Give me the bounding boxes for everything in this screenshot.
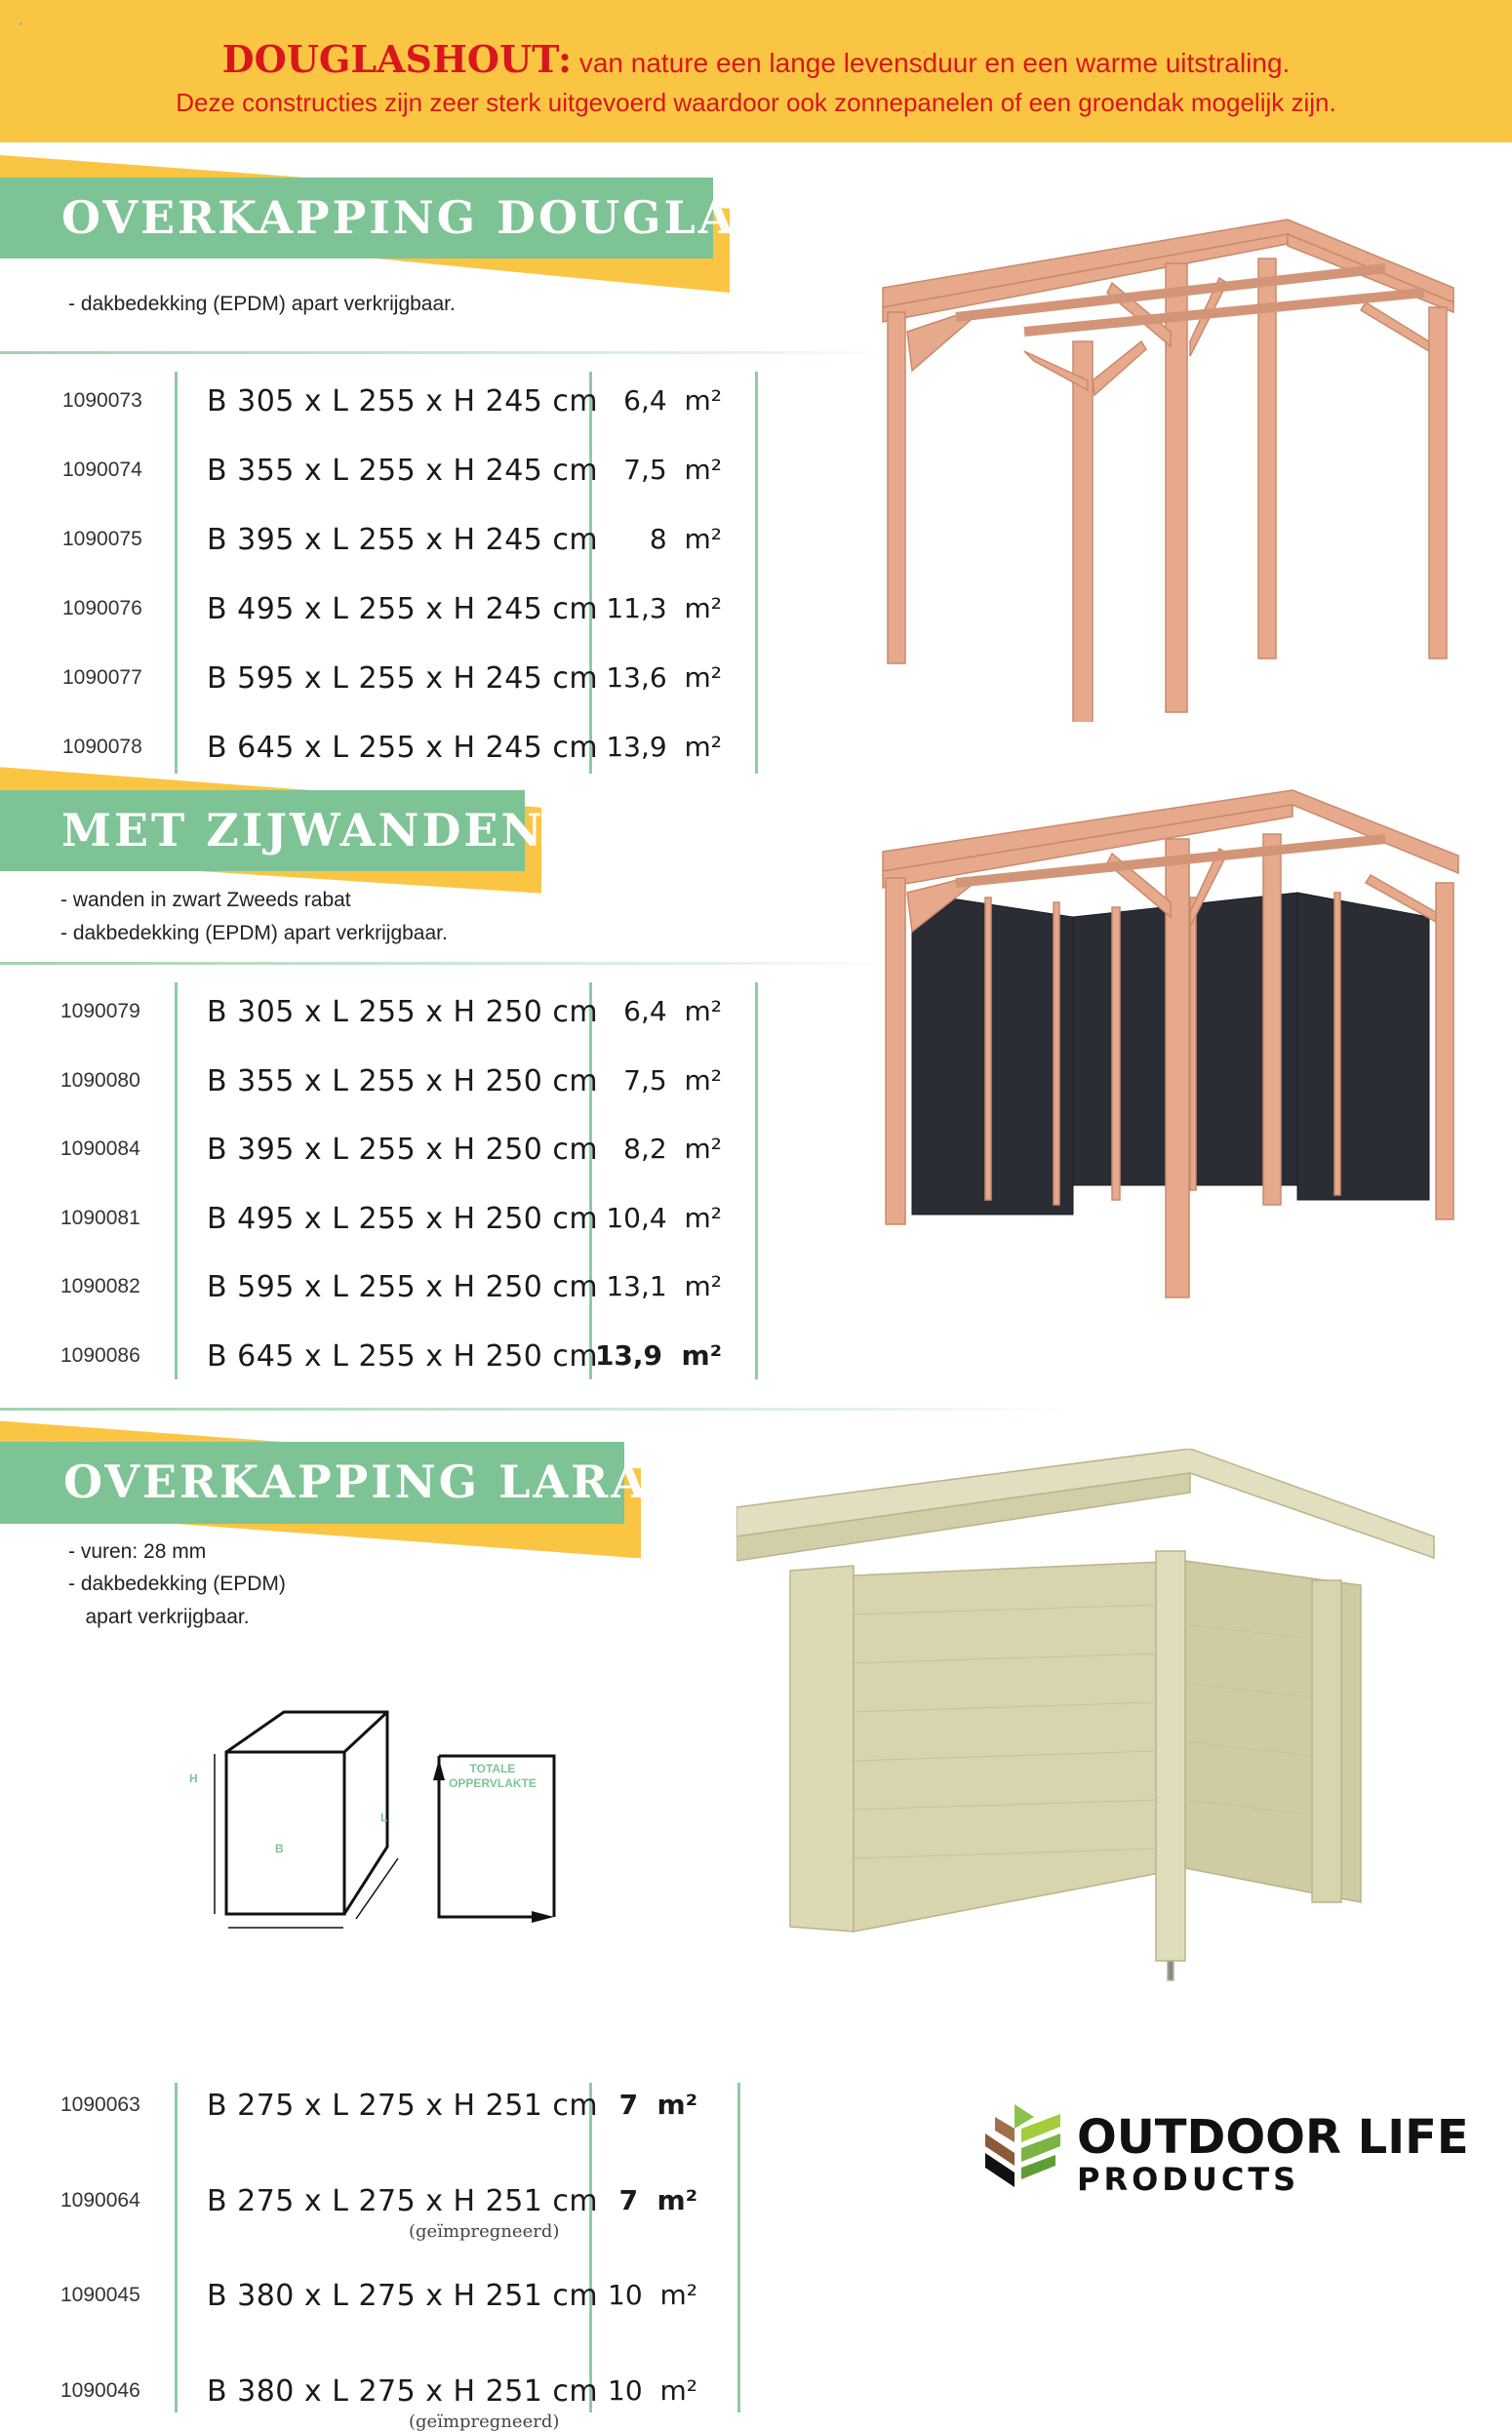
pergola-douglas-image [878, 215, 1463, 722]
product-code: 1090073 [62, 389, 142, 412]
product-dimensions: B 305 x L 255 x H 245 cm [207, 384, 599, 419]
product-area [619, 2184, 697, 2216]
outdoor-life-logo-icon [977, 2099, 1070, 2197]
section-3-note: - vuren: 28 mm [68, 1540, 207, 1563]
section-2-title: MET ZIJWANDEN [61, 804, 545, 857]
product-area [606, 661, 722, 694]
column-divider [589, 2083, 592, 2412]
product-dimensions: B 595 x L 255 x H 250 cm [207, 1270, 599, 1305]
product-code: 1090080 [60, 1068, 140, 1092]
product-subnote: (geïmpregneerd) [409, 2411, 560, 2432]
product-area [623, 995, 722, 1027]
area-value: 11,3 [606, 592, 667, 624]
total-area-line-2: OPPERVLAKTE [449, 1776, 537, 1790]
product-code: 1090077 [62, 666, 142, 689]
product-area [623, 454, 722, 486]
product-dimensions: B 645 x L 255 x H 245 cm [207, 731, 599, 765]
product-area [595, 1339, 722, 1372]
product-dimensions: B 645 x L 255 x H 250 cm [207, 1339, 599, 1374]
divider [0, 351, 897, 354]
area-value: 6,4 [623, 384, 667, 417]
banner-highlight: DOUGLASHOUT: [221, 37, 573, 81]
product-dimensions: B 395 x L 255 x H 245 cm [207, 523, 599, 557]
product-code: 1090084 [60, 1137, 140, 1161]
product-area [606, 1270, 722, 1302]
area-value: 13,6 [606, 661, 667, 694]
product-area [623, 384, 722, 417]
area-unit: m² [684, 731, 722, 763]
product-code: 1090079 [60, 1000, 140, 1022]
area-unit: m² [681, 1339, 722, 1372]
product-code: 1090046 [60, 2378, 140, 2402]
area-value: 6,4 [623, 995, 667, 1027]
area-unit: m² [659, 2373, 697, 2407]
banner-line-1 [0, 37, 1512, 81]
section-1-note: - dakbedekking (EPDM) apart verkrijgbaar. [68, 293, 456, 315]
section-1-title: OVERKAPPING DOUGLAS [61, 191, 772, 244]
area-unit: m² [684, 454, 722, 486]
area-unit: m² [684, 1201, 722, 1234]
width-label: B [275, 1842, 284, 1855]
product-code: 1090076 [62, 597, 142, 619]
area-unit: m² [684, 995, 722, 1027]
product-dimensions: B 355 x L 255 x H 245 cm [207, 454, 599, 488]
product-area [623, 1133, 722, 1165]
product-area [606, 1202, 722, 1234]
area-value: 10 [608, 2373, 643, 2407]
area-value: 7 [618, 2089, 639, 2121]
product-dimensions: B 275 x L 275 x H 251 cm [207, 2183, 599, 2218]
banner-line-2: Deze constructies zijn zeer sterk uitgevoerd waardoor ook zonnepanelen of een groendak mogelijk zijn. [176, 88, 1336, 117]
product-code: 1090074 [62, 458, 142, 481]
section-3-title: OVERKAPPING LARA [63, 1455, 650, 1508]
banner-text: van nature een lange levensduur en een warme uitstraling. [572, 48, 1291, 78]
area-value: 8,2 [623, 1133, 667, 1166]
column-divider [589, 372, 592, 774]
section-2-note: - dakbedekking (EPDM) apart verkrijgbaar. [60, 922, 448, 944]
column-divider [589, 982, 592, 1379]
area-value: 13,9 [594, 1339, 663, 1372]
area-unit: m² [684, 592, 722, 624]
area-unit: m² [657, 2089, 697, 2121]
area-value: 7,5 [623, 1063, 667, 1096]
divider [0, 1408, 1073, 1411]
area-unit: m² [684, 1270, 722, 1303]
area-value: 10,4 [606, 1201, 667, 1234]
section-3-note: apart verkrijgbaar. [68, 1606, 250, 1628]
product-subnote: (geïmpregneerd) [409, 2220, 560, 2242]
area-unit: m² [684, 523, 722, 555]
logo-text-line-1: OUTDOOR LIFE [1077, 2110, 1469, 2165]
column-divider [175, 982, 178, 1379]
column-divider [755, 982, 758, 1379]
product-dimensions: B 305 x L 255 x H 250 cm [207, 995, 599, 1029]
section-2-note: - wanden in zwart Zweeds rabat [60, 889, 351, 911]
product-code: 1090081 [60, 1206, 140, 1229]
total-area-label [439, 1762, 546, 1791]
area-value: 13,9 [606, 731, 667, 763]
overkapping-lara-image [736, 1449, 1439, 1985]
product-dimensions: B 595 x L 255 x H 245 cm [207, 661, 599, 696]
product-dimensions: B 355 x L 255 x H 250 cm [207, 1063, 599, 1098]
product-dimensions: B 495 x L 255 x H 250 cm [207, 1201, 599, 1236]
area-unit: m² [684, 1133, 722, 1166]
top-banner [0, 0, 1512, 142]
area-value: 7 [618, 2183, 639, 2216]
product-area [606, 731, 722, 763]
area-unit: m² [684, 661, 722, 694]
product-area [623, 1064, 722, 1096]
product-area [619, 2089, 697, 2121]
section-3-note: - dakbedekking (EPDM) [68, 1573, 286, 1595]
length-label: L [380, 1811, 388, 1824]
product-dimensions: B 275 x L 275 x H 251 cm [207, 2089, 599, 2123]
column-divider [737, 2083, 740, 2412]
print-marks: ▪ [20, 20, 22, 28]
area-unit: m² [657, 2183, 697, 2216]
logo-text-line-2: PRODUCTS [1077, 2161, 1300, 2198]
product-area [608, 2374, 697, 2407]
product-code: 1090064 [60, 2188, 140, 2212]
area-value: 13,1 [606, 1270, 667, 1303]
area-unit: m² [659, 2279, 697, 2311]
column-divider [755, 372, 758, 774]
height-label: H [189, 1772, 198, 1785]
product-code: 1090082 [60, 1275, 140, 1298]
product-area [608, 2279, 697, 2311]
area-value: 8 [649, 523, 667, 555]
product-code: 1090045 [60, 2284, 140, 2306]
total-area-line-1: TOTALE [469, 1762, 516, 1775]
product-code: 1090078 [62, 736, 142, 758]
product-code: 1090086 [60, 1344, 140, 1367]
product-code: 1090063 [60, 2093, 140, 2116]
area-unit: m² [684, 384, 722, 417]
area-unit: m² [684, 1063, 722, 1096]
product-dimensions: B 380 x L 275 x H 251 cm [207, 2373, 599, 2409]
area-value: 7,5 [623, 454, 667, 486]
product-area [606, 592, 722, 624]
product-dimensions: B 380 x L 275 x H 251 cm [207, 2279, 599, 2313]
product-dimensions: B 495 x L 255 x H 245 cm [207, 592, 599, 626]
column-divider [175, 2083, 178, 2412]
product-dimensions: B 395 x L 255 x H 250 cm [207, 1133, 599, 1168]
product-area [650, 523, 722, 555]
pergola-zijwanden-image [878, 785, 1463, 1302]
area-value: 10 [608, 2279, 643, 2311]
product-code: 1090075 [62, 528, 142, 550]
divider [0, 962, 897, 965]
column-divider [175, 372, 178, 774]
